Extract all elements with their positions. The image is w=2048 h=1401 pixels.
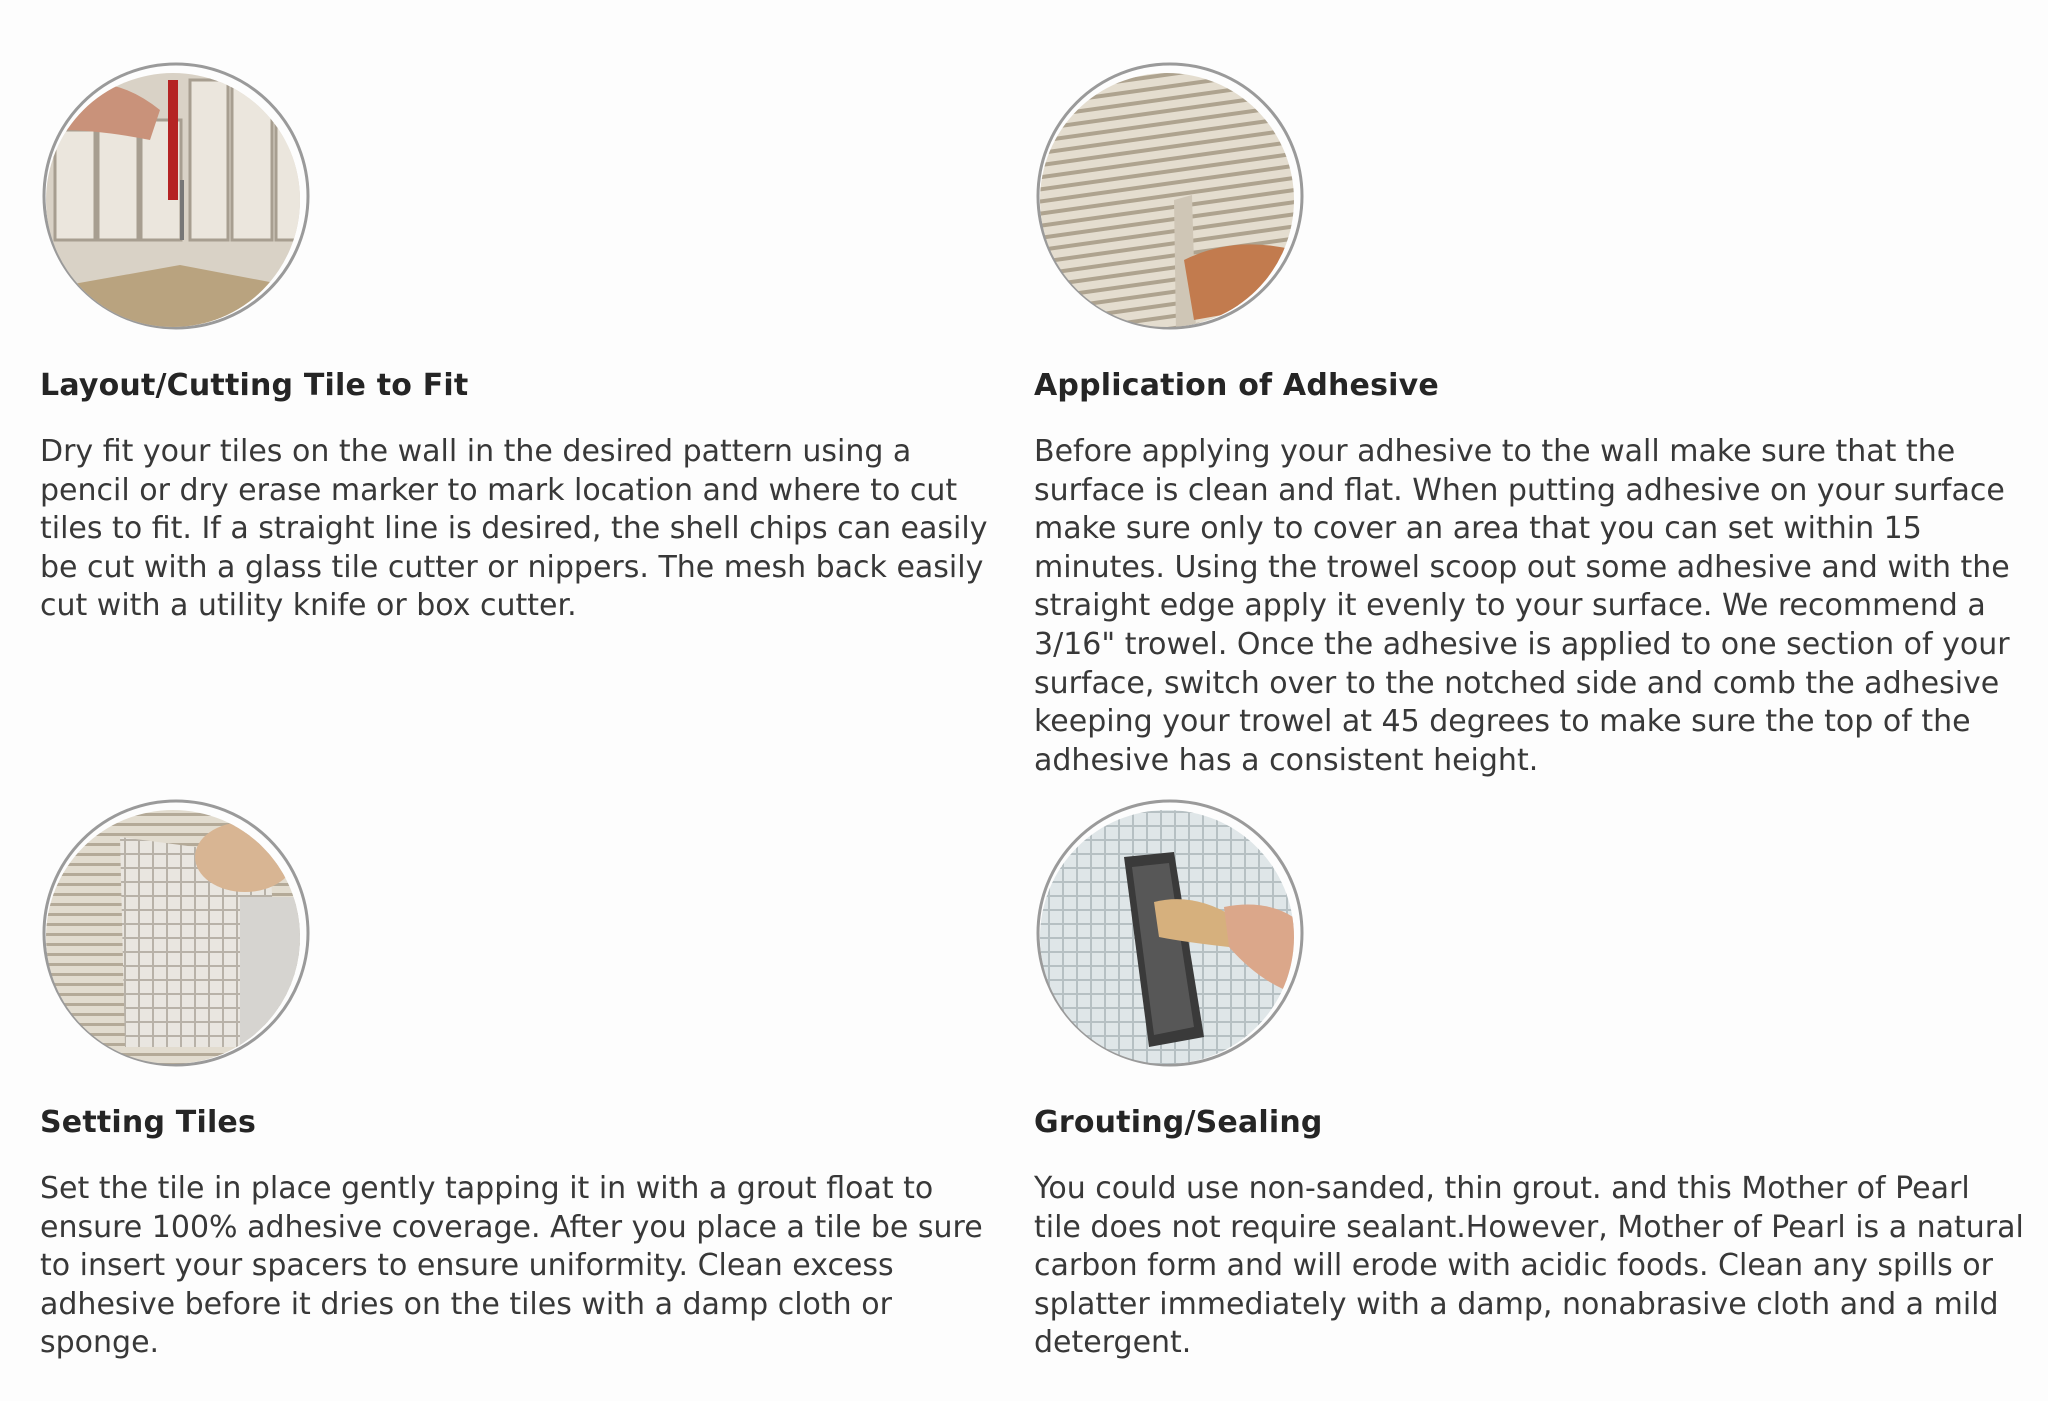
cutting-tile-photo (40, 60, 312, 332)
grouting-float-photo (1034, 797, 1306, 1069)
step-application-adhesive (1034, 60, 2010, 780)
step-title: Application of Adhesive (1034, 368, 1439, 403)
step-description: Set the tile in place gently tapping it in with a grout float to ensure 100% adhesive coverage. After you place a tile be sure to insert your spacers to ensure uniformity. Clean excess adhesive before it dries on the tiles with a damp cloth or sponge. (40, 1171, 983, 1361)
setting-tiles-photo (40, 797, 312, 1069)
step-grouting-sealing (1034, 797, 2024, 1363)
step-description: Dry fit your tiles on the wall in the desired pattern using a pencil or dry erase marker to mark location and where to cut tiles to fit. If a straight line is desired, the shell chips can easily be cut with a glass tile cutter or nippers. The mesh back easily cut with a utility knife or box cutter. (40, 434, 988, 624)
step-description: Before applying your adhesive to the wall make sure that the surface is clean and flat. When putting adhesive on your surface make sure only to cover an area that you can set within 15 minutes. Using the trowel scoop out some adhesive and with the straight edge apply it evenly to your surface. We recommend a 3/16" trowel. Once the adhesive is applied to one section of your surface, switch over to the notched side and comb the adhesive keeping your trowel at 45 degrees to make sure the top of the adhesive has a consistent height. (1034, 434, 2010, 778)
step-title: Grouting/Sealing (1034, 1105, 1323, 1140)
step-title: Layout/Cutting Tile to Fit (40, 368, 469, 403)
step-layout-cutting (40, 60, 988, 626)
step-title: Setting Tiles (40, 1105, 257, 1140)
step-setting-tiles (40, 797, 983, 1363)
adhesive-trowel-photo (1034, 60, 1306, 332)
step-description: You could use non-sanded, thin grout. and this Mother of Pearl tile does not require sealant.However, Mother of Pearl is a natural carbon form and will erode with acidic foods. Clean any spills or splatter immediately with a damp, nonabrasive cloth and a mild detergent. (1034, 1171, 2024, 1361)
